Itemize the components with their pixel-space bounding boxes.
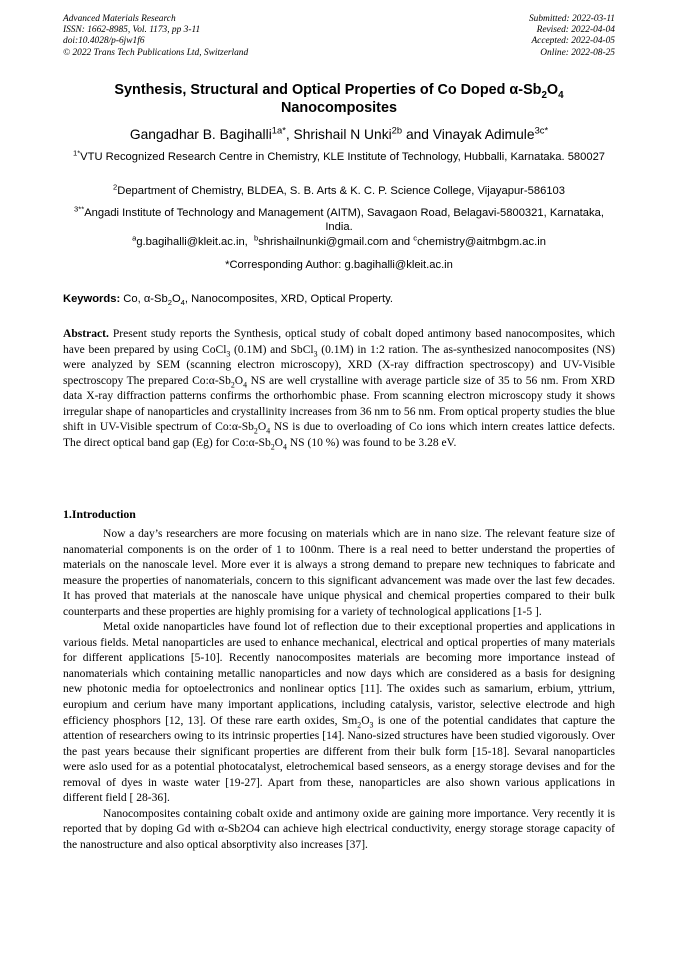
email-link[interactable]: g.bagihalli@kleit.ac.in, bbox=[136, 236, 248, 248]
keywords-label: Keywords: bbox=[63, 293, 121, 305]
journal-header-right bbox=[529, 14, 615, 59]
journal-name: Advanced Materials Research bbox=[63, 14, 176, 24]
submitted-date: Submitted: 2022-03-11 bbox=[528, 14, 615, 24]
journal-header-left bbox=[63, 14, 248, 59]
introduction-body bbox=[63, 527, 615, 853]
paragraph: Nanocomposites containing cobalt oxide and antimony oxide are gaining more importance. Very recently it is reported that by doping Gd with α-Sb2O4 can achieve high electrical conductivity, energy storage storage capacity of the nanostructure and also optical absorptivity also increases [37]. bbox=[63, 807, 615, 851]
revised-date: Revised: 2022-04-04 bbox=[536, 25, 615, 36]
doi-line: doi:10.4028/p-6jw1f6 bbox=[63, 36, 145, 47]
affiliation-3: $^{3**}$Angadi Institute of Technology and Management (AITM), Savagaon Road, Belagavi-5800321, Karnataka, India. bbox=[74, 204, 604, 234]
author-emails: $^a$g.bagihalli@kleit.ac.in, $^b$shrishailnunki@gmail.com and $^c$chemistry@aitmbgm.ac.in bbox=[132, 233, 546, 248]
issn-line: ISSN: 1662-8985, Vol. 1173, pp 3-11 bbox=[63, 25, 201, 36]
email-link[interactable]: chemistry@aitmbgm.ac.in bbox=[417, 236, 546, 248]
abstract-label: Abstract. bbox=[63, 328, 109, 340]
paragraph: Now a day’s researchers are more focusing on materials which are in nano size. The relevant feature size of nanomaterial components is on the order of 1 to 100nm. There is a real need to better understand the properties of materials on the nanoscale level. More ever it is always a strong demand to prepare new techniques to fabricate and measure the properties of nanomaterials, concern to this significant advancement was made over the last few decades. It has proved that materials at the nanoscale have unique physical and chemical properties compared to their bulk counterparts and these properties are highly promising for a variety of technological applications [1-5 ]. bbox=[63, 528, 615, 618]
copyright-line: © 2022 Trans Tech Publications Ltd, Switzerland bbox=[63, 47, 249, 58]
keywords: Keywords: Co, $\alpha-Sb_2O_4$, Nanocomposites, XRD, Optical Property. bbox=[63, 293, 393, 308]
paper-title: Synthesis, Structural and Optical Properties of Co Doped $\alpha-Sb_2O_4$ Nanocomposites bbox=[114, 82, 564, 116]
author-list: Gangadhar B. Bagihalli$^{1a*}$, Shrishail N Unki$^{2b}$ and Vinayak Adimule$^{3c*}$ bbox=[129, 125, 549, 142]
affiliation-2: $^2$Department of Chemistry, BLDEA, S. B. Arts & K. C. P. Science College, Vijayapur-586103 bbox=[113, 182, 565, 197]
email-link[interactable]: shrishailnunki@gmail.com and bbox=[258, 236, 414, 248]
author-name: Shrishail N Unki bbox=[293, 127, 392, 142]
accepted-date: Accepted: 2022-04-05 bbox=[531, 36, 615, 47]
paragraph: Metal oxide nanoparticles have found lot of reflection due to their exceptional properties and applications in various fields. Metal nanoparticles are used to enhance mechanical, electrical and optical properties of many materials for different applications [5-10]. Recently nanocomposites materials are becoming more importance instead of nanomaterials which containing metallic nanoparticles and now days which are considered as a basis for designing new photonic media for optoelectronics and nonlinear optics [11]. The oxides such as samarium, erbium, yttrium, europium and cerium have many important applications, including catalysis, varistor, selective electrode and high efficiency phosphors [12, 13]. Of these rare earth oxides, $Sm_2O_3$ is one of the potential candidates that capture the attention of researchers owing to its intrinsic properties [14]. Nano-sized structures have been studied vigorously. Over the past years because their significant properties are different from their bulk form [15-18]. Sevaral nanoparticles were aslo used for as a potential photocatalyst, eletrochemical based senseors, as a energy storage devises and for the removal of dyes in waste water [19-27]. Apart from these, nanoparticles are also shown various applications in different field [ 28-36]. bbox=[63, 621, 615, 805]
affiliation-1: $^{1*}$VTU Recognized Research Centre in Chemistry, KLE Institute of Technology, Hubballi, Karnataka. 580027 bbox=[72, 148, 606, 163]
author-name: Gangadhar B. Bagihalli bbox=[129, 127, 272, 142]
corresponding-author: *Corresponding Author: g.bagihalli@kleit.ac.in bbox=[225, 259, 453, 271]
abstract: Abstract. Present study reports the Synthesis, optical study of cobalt doped antimony based nanocomposites, which have been prepared by using CoCl$_3$ (0.1M) and SbCl$_3$ (0.1M) in 1:2 ration. The as-synthesized nanocomposites (NS) were analyzed by SEM (scanning electron microscopy), XRD (X-ray diffraction spectroscopy) and UV-Visible spectroscopy The prepared $Co:\alpha-Sb_2O_4$ NS are well crystalline with average particle size of 35 to 56 nm. From XRD data X-ray diffraction patterns confirms the orthorhombic phase. From scanning electron microscopy study it shows irregular shape of nanoparticles and crystallinity increases from 36 nm to 56 nm. From optical property studies the blue shift in UV-Visible spectrum of $Co:\alpha-Sb_2O_4$ NS is due to overloading of Co ions which intern creates lattice defects. The direct optical band gap (Eg) for $Co:\alpha-Sb_2O_4$ NS (10 %) was found to be 3.28 eV. bbox=[63, 328, 615, 452]
author-name: Vinayak Adimule bbox=[432, 127, 535, 142]
online-date: Online: 2022-08-25 bbox=[540, 47, 615, 58]
section-heading: 1.Introduction bbox=[63, 507, 136, 521]
